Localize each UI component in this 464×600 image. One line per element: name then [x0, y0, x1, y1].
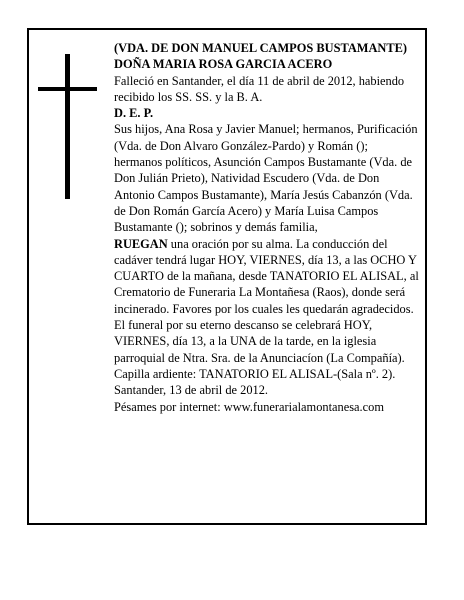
dep-line: D. E. P.	[114, 106, 154, 121]
family-paragraph: Sus hijos, Ana Rosa y Javier Manuel; hermanos, Purificación (Vda. de Don Alvaro González-Pardo) y Román (); hermanos políticos, Asunción Campos Bustamante (Vda. de Don Julián Prieto), Natividad Escudero (Vda. de Don Antonio Campos Bustamante), María Jesús Cabanzón (Vda. de Don Román García Acero) y María Luisa Campos Bustamante (); sobrinos y demás familia,	[114, 122, 418, 235]
widow-of-line: (VDA. DE DON MANUEL CAMPOS BUSTAMANTE)	[114, 41, 408, 55]
cross-vertical-bar	[65, 54, 70, 199]
death-info: Falleció en Santander, el día 11 de abril de 2012, habiendo recibido los SS. SS. y la B. A.	[114, 73, 405, 104]
date-line: Santander, 13 de abril de 2012.	[114, 383, 268, 398]
ruegan-text: una oración por su alma. La conducción del cadáver tendrá lugar HOY, VIERNES, día 13, a las OCHO Y CUARTO de la mañana, desde TANATORIO EL ALISAL, al Crematorio de Funeraria La Montañesa (Raos), donde será incinerado. Favores por los cuales les quedarán agradecidos. El funeral por su eterno descanso se celebrará HOY, VIERNES, día 13, a la UNA de la tarde, en la iglesia parroquial de Ntra. Sra. de la Anunciacíon (La Compañía). Capilla ardiente: TANATORIO EL ALISAL-(Sala nº. 2).	[114, 236, 419, 381]
ruegan-word: RUEGAN	[114, 236, 168, 251]
condolences-line: Pésames por internet: www.funerarialamontanesa.com	[114, 399, 384, 414]
cross-horizontal-bar	[38, 87, 97, 91]
obituary-text	[114, 40, 419, 415]
ruegan-paragraph	[114, 236, 419, 383]
deceased-name: DOÑA MARIA ROSA GARCIA ACERO	[114, 57, 333, 72]
